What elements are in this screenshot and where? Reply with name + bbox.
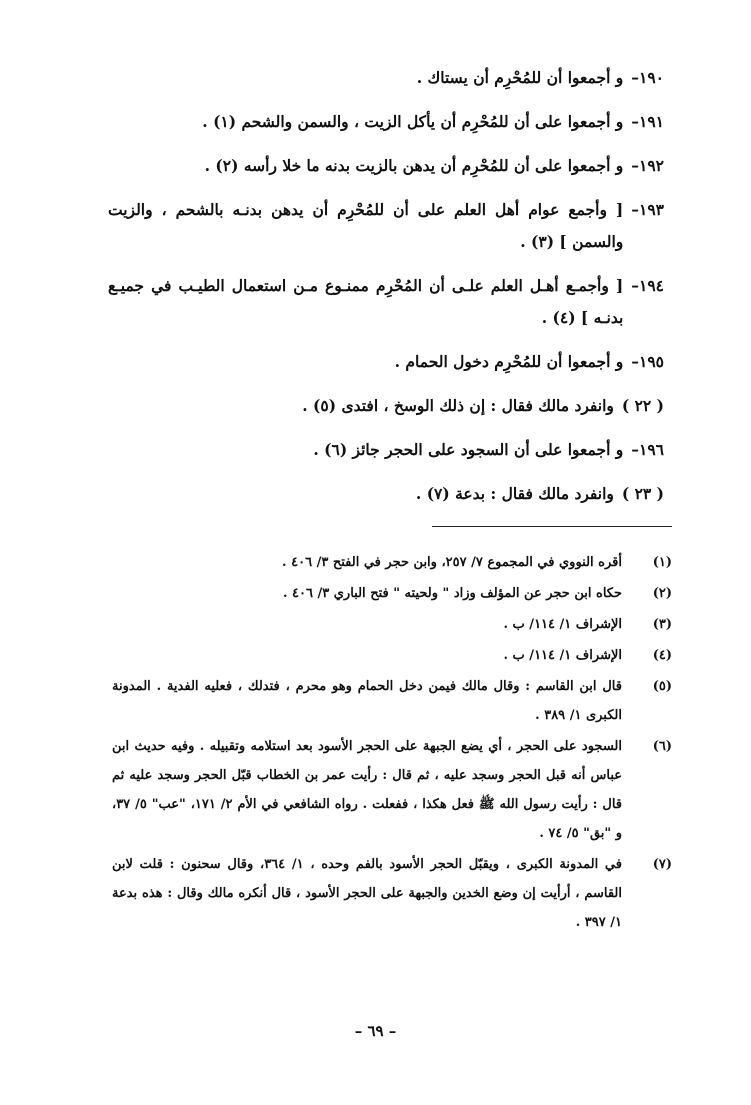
footnote-text: قال ابن القاسم : وقال مالك فيمن دخل الحمام وهو محرم ، فتدلك ، فعليه الفدية . المدونة الكبرى ١/ ٣٨٩ . — [112, 679, 622, 723]
footnote-text: السجود على الحجر ، أي يضع الجبهة على الحجر الأسود بعد استلامه وتقبيله . وفيه حديث ابن عباس أنه قبل الحجر وسجد عليه ، ثم قال : رأيت عمر بن الخطاب قبّل الحجر وسجد عليه ثم قال : رأيت رسول الله ﷺ فعل هكذا ، ففعلت . رواه الشافعي في الأم ٢/ ١٧١، "عب" ٥/ ٣٧، و "بق" ٥/ ٧٤ . — [112, 739, 623, 841]
footnote — [112, 579, 672, 608]
main-text — [108, 62, 664, 522]
entry-text: وانفرد مالك فقال : بدعة (٧) . — [415, 484, 614, 503]
footnote-text: الإشراف ١/ ١١٤/ ب . — [503, 617, 622, 632]
entry-text: وانفرد مالك فقال : إن ذلك الوسخ ، افتدى (٥) . — [302, 396, 614, 415]
entry — [108, 478, 664, 510]
footnote-text: حكاه ابن حجر عن المؤلف وزاد " ولحيته " فتح الباري ٣/ ٤٠٦ . — [282, 586, 622, 601]
footnote-number: (٦) — [652, 739, 672, 754]
entry-text: و أجمعوا على أن السجود على الحجر جائز (٦) . — [313, 440, 624, 459]
footnote-text: الإشراف ١/ ١١٤/ ب . — [503, 648, 622, 663]
entry-number: ١٩٥– — [631, 352, 664, 371]
footnote — [112, 732, 672, 848]
entry-number: ١٩٤– — [631, 276, 664, 295]
entry-text: و أجمعوا أن للمُحْرِم دخول الحمام . — [394, 352, 624, 371]
entry-number: ١٩٢– — [631, 156, 664, 175]
entry-number: ١٩١– — [631, 112, 664, 131]
footnote — [112, 850, 672, 937]
footnote-number: (٤) — [652, 648, 672, 663]
footnote — [112, 641, 672, 670]
entry — [108, 62, 664, 94]
footnotes — [112, 548, 672, 939]
footnote — [112, 610, 672, 639]
entry-number: ١٩٠– — [631, 68, 664, 87]
entry — [108, 150, 664, 182]
entry-text: و أجمعوا أن للمُحْرِم أن يستاك . — [416, 68, 624, 87]
page-number: – ٦٩ – — [354, 1022, 397, 1040]
entry-text: و أجمعوا على أن للمُحْرِم أن يدهن بالزيت بدنه ما خلا رأسه (٢) . — [204, 156, 624, 175]
entry — [108, 106, 664, 138]
entry-number: ١٩٦– — [631, 440, 664, 459]
footnote — [112, 548, 672, 577]
footnote-number: (٢) — [652, 586, 672, 601]
entry — [108, 270, 664, 334]
entry — [108, 346, 664, 378]
footnote-number: (١) — [652, 555, 672, 570]
footnote — [112, 672, 672, 730]
footnote-divider — [432, 526, 672, 527]
entry-text: [ وأجمـع أهـل العلم علـى أن المُحْرِم ممنـوع مـن استعمال الطيـب في جميـع بدنـه ] (٤) . — [108, 276, 624, 327]
entry — [108, 434, 664, 466]
entry-number: ( ٢٣ ) — [621, 484, 664, 503]
entry-text: و أجمعوا على أن للمُحْرِم أن يأكل الزيت ، والسمن والشحم (١) . — [202, 112, 624, 131]
footnote-number: (٣) — [652, 617, 672, 632]
entry-number: ( ٢٢ ) — [621, 396, 664, 415]
footnote-text: أقره النووي في المجموع ٧/ ٢٥٧، وابن حجر في الفتح ٣/ ٤٠٦ . — [282, 555, 622, 570]
footnote-text: في المدونة الكبرى ، ويقبّل الحجر الأسود بالفم وحده ، ١/ ٣٦٤، وقال سحنون : قلت لابن القاسم ، أرأيت إن وضع الخدين والجبهة على الحجر الأسود ، قال أنكره مالك وقال : هذه بدعة ١/ ٣٩٧ . — [112, 857, 622, 930]
footnote-number: (٧) — [652, 857, 672, 872]
footnote-number: (٥) — [652, 679, 672, 694]
entry — [108, 194, 664, 258]
entry-number: ١٩٣– — [631, 200, 664, 219]
entry — [108, 390, 664, 422]
entry-text: [ وأجمع عوام أهل العلم على أن للمُحْرِم أن يدهن بدنـه بالشحم ، والزيت والسمن ] (٣) . — [108, 200, 624, 251]
